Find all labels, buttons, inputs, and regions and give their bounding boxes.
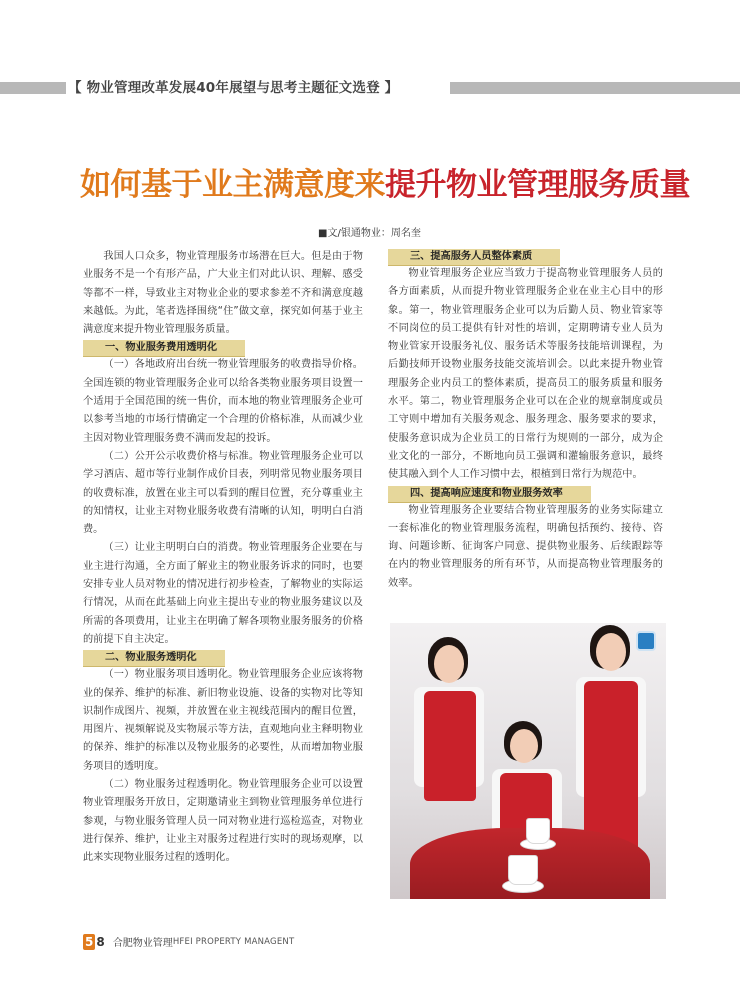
author-byline: ■文/银通物业：周名奎 <box>318 228 421 239</box>
page-number-digit: 8 <box>96 934 105 949</box>
magazine-name: 合肥物业管理 <box>112 938 173 949</box>
section-heading <box>388 486 663 502</box>
page-footer <box>83 931 294 949</box>
banner-bar-left <box>0 82 66 94</box>
article-title <box>80 162 690 208</box>
title-part-2: 提升物业管理服务质量 <box>385 167 690 203</box>
staff-photo <box>390 623 666 899</box>
section-heading-text: 二、物业服务透明化 <box>83 650 225 667</box>
banner-bar-right <box>450 82 740 94</box>
photo-teapot <box>508 855 538 885</box>
title-part-1: 如何基于业主满意度来 <box>80 167 385 203</box>
section-heading <box>83 340 363 356</box>
magazine-name-en: HFEI PROPERTY MANAGENT <box>172 936 295 947</box>
body-paragraph: （三）让业主明明白白的消费。物业管理服务企业要在与业主进行沟通，全方面了解业主的物业服务诉求的同时，也要安排专业人员对物业的情况进行初步检查，了解物业的实际运行情况，从而在此基础上向业主提出专业的物业服务建议以及所需的各项费用，让业主在明确了解各项物业服务服务的价格的前提下自主决定。 <box>83 542 363 645</box>
banner-text: 【 物业管理改革发展40年展望与思考主题征文选登 】 <box>68 80 399 96</box>
section-heading <box>388 249 663 265</box>
body-paragraph: （一）物业服务项目透明化。物业管理服务企业应该将物业的保养、维护的标准、新旧物业设施、设备的实物对比等知识制作成图片、视频，并放置在业主视线范围内的醒目位置，用图片、视频解说及实物展示等方法，直观地向业主释明物业的保养、维护的标准以及物业服务的必要性，从而增加物业服务项目的透明度。 <box>83 669 363 772</box>
section-heading-text: 三、提高服务人员整体素质 <box>388 249 560 266</box>
photo-teacup <box>526 818 550 844</box>
body-paragraph: （二）物业服务过程透明化。物业管理服务企业可以设置物业管理服务开放日，定期邀请业主到物业管理服务单位进行参观，与物业服务管理人员一同对物业进行巡检巡查，对物业进行保养、维护，让业主对服务过程进行实时的现场观摩，以此来实现物业服务过程的透明化。 <box>83 779 363 864</box>
body-paragraph: （二）公开公示收费价格与标准。物业管理服务企业可以学习酒店、超市等行业制作成价目表，列明常见物业服务项目的收费标准，放置在业主可以看到的醒目位置，充分尊重业主的知情权，让业主对物业服务收费有清晰的认知，明明白白消费。 <box>83 450 363 536</box>
column-banner <box>0 79 740 97</box>
left-text-column <box>83 248 363 868</box>
right-text-column <box>388 248 663 593</box>
body-paragraph: 物业管理服务企业应当致力于提高物业管理服务人员的各方面素质，从而提升物业管理服务企业在业主心目中的形象。第一，物业管理服务企业可以为后勤人员、物业管家等不同岗位的员工提供有针对性的培训，定期聘请专业人员为物业管家开设服务礼仪、服务话术等服务技能培训课程，为后勤技师开设物业服务技能交流培训会。以此来提升物业管理服务企业内员工的整体素质，提高员工的服务质量和服务水平。第二，物业管理服务企业可以在企业的规章制度或员工守则中增加有关服务观念、服务理念、服务要求的要求，使服务意识成为企业员工的日常行为规则的一部分，成为企业文化的一部分，不断地向员工强调和灌输服务意识，最终使其融入到个人工作习惯中去，根植到日常行为规范中。 <box>388 268 663 481</box>
section-heading-text: 一、物业服务费用透明化 <box>83 340 245 357</box>
body-paragraph: 物业管理服务企业要结合物业管理服务的业务实际建立一套标准化的物业管理服务流程，明确包括预约、接待、咨询、问题诊断、征询客户同意、提供物业服务、后续跟踪等在内的物业管理服务的所有环节，从而提高物业管理服务的效率。 <box>388 504 663 589</box>
page-number-badge: 5 <box>85 934 94 949</box>
section-heading <box>83 650 363 666</box>
body-paragraph: 我国人口众多，物业管理服务市场潜在巨大。但是由于物业服务不是一个有形产品，广大业主们对此认识、理解、感受等都不一样，导致业主对物业企业的要求参差不齐和满意度越来越低。为此，笔者选择围绕“住”做文章，探究如何基于业主满意度来提升物业管理服务质量。 <box>83 251 363 336</box>
section-heading-text: 四、提高响应速度和物业服务效率 <box>388 486 591 503</box>
body-paragraph: （一）各地政府出台统一物业管理服务的收费指导价格。全国连锁的物业管理服务企业可以给各类物业服务项目设置一个适用于全国范围的统一售价，而本地的物业管理服务企业可以参考当地的市场行情确定一个合理的价格标准，从而减少业主因对物业管理服务费不满而发起的投诉。 <box>83 359 363 444</box>
company-logo-icon <box>636 631 656 651</box>
